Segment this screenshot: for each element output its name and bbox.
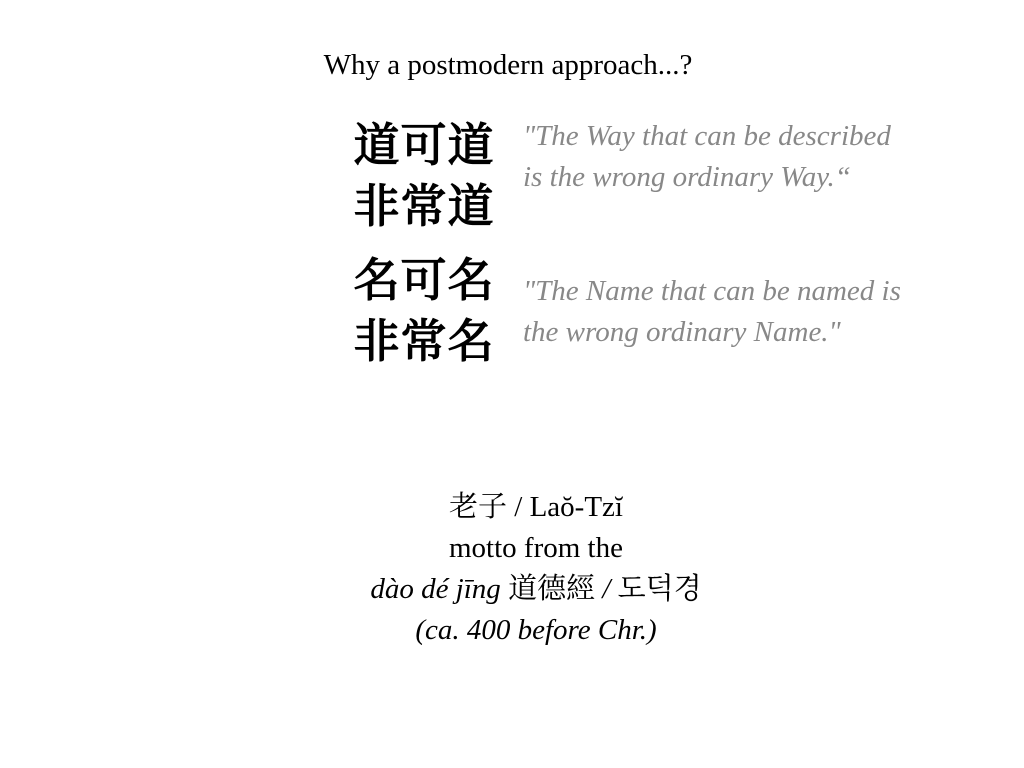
verse-2-chinese bbox=[336, 250, 512, 372]
verse-1-chinese-line-2: 非常道 bbox=[353, 179, 495, 233]
attribution-motto-line: motto from the bbox=[449, 532, 623, 564]
verse-2-chinese-line-1: 名可名 bbox=[353, 253, 495, 307]
verse-1-chinese bbox=[336, 115, 512, 237]
slide-title: Why a postmodern approach...? bbox=[323, 49, 693, 81]
verse-1-chinese-line-1: 道可道 bbox=[353, 118, 495, 172]
verse-2-translation-line-1: "The Name that can be named is bbox=[523, 275, 901, 307]
author-latin: Laŏ-Tzĭ bbox=[529, 491, 623, 523]
attribution bbox=[0, 487, 1024, 651]
verse-2-translation bbox=[523, 271, 1003, 353]
book-separator: / bbox=[602, 573, 611, 605]
book-cjk: 道德經 bbox=[500, 573, 603, 605]
verse-1-translation-line-1: "The Way that can be described bbox=[523, 120, 891, 152]
author-cjk: 老子 bbox=[449, 491, 508, 523]
attribution-date-line: (ca. 400 before Chr.) bbox=[415, 614, 657, 646]
author-separator: / bbox=[507, 491, 530, 523]
verse-2-translation-line-2: the wrong ordinary Name." bbox=[523, 316, 841, 348]
book-pinyin: dào dé jīng bbox=[370, 573, 501, 605]
verse-1-translation bbox=[523, 116, 1003, 198]
book-korean: 도덕경 bbox=[610, 573, 702, 605]
attribution-book-line bbox=[0, 569, 1024, 610]
verse-1-translation-line-2: is the wrong ordinary Way.“ bbox=[523, 161, 851, 193]
attribution-author-line bbox=[0, 487, 1024, 528]
verse-2-chinese-line-2: 非常名 bbox=[353, 314, 495, 368]
